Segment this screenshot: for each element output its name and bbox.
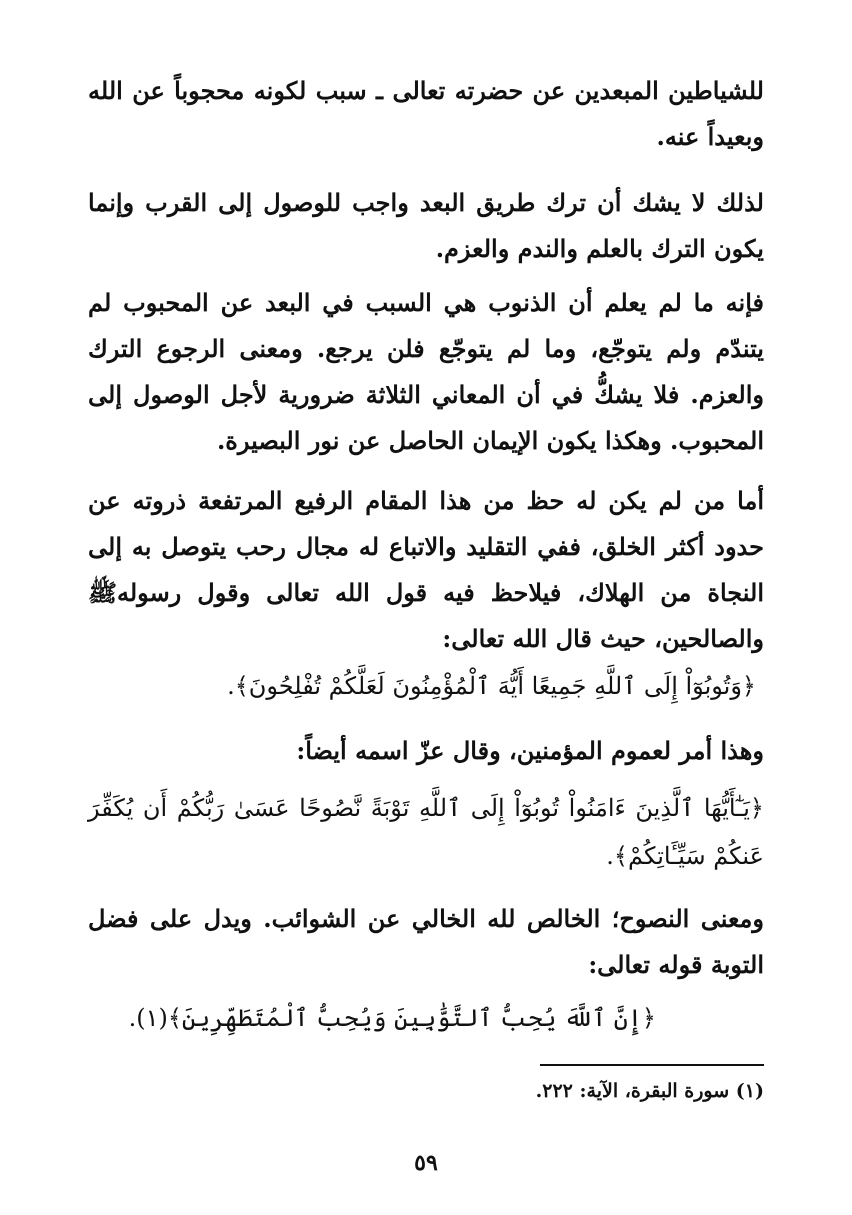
quran-verse-3: ﴿إِنَّ ٱللَّهَ يُحِبُّ ٱلتَّوَّٰبِينَ وَيُحِبُّ ٱلْمُتَطَهِّرِينَ﴾(١).: [128, 1004, 656, 1032]
paragraph-5: [88, 728, 764, 774]
page-number: ٥٩: [414, 1150, 438, 1176]
paragraph-5-text: وهذا أمر لعموم المؤمنين، وقال عزّ اسمه أيضاً:: [296, 736, 764, 765]
paragraph-1: [88, 68, 764, 160]
paragraph-6: [88, 896, 764, 988]
paragraph-4-text: أما من لم يكن له حظ من هذا المقام الرفيع المرتفعة ذروته عن حدود أكثر الخلق، ففي التقليد والاتباع له مجال رحب يتوصل به إلى النجاة من الهلاك، فيلاحظ فيه قول الله تعالى وقول رسولهﷺ والصالحين، حيث قال الله تعالى:: [88, 486, 764, 653]
paragraph-1-text: للشياطين المبعدين عن حضرته تعالى ـ سبب لكونه محجوباً عن الله وبعيداً عنه.: [88, 76, 764, 151]
footnote-divider: [540, 1064, 764, 1066]
paragraph-4: [88, 478, 764, 662]
paragraph-6-text: ومعنى النصوح؛ الخالص لله الخالي عن الشوائب. ويدل على فضل التوبة قوله تعالى:: [88, 904, 764, 979]
quran-verse-2: ﴿يَـٰٓأَيُّهَا ٱلَّذِينَ ءَامَنُواْ تُوبُوٓاْ إِلَى ٱللَّهِ تَوْبَةً نَّصُوحًا عَسَىٰ رَبُّكُمْ أَن يُكَفِّرَ عَنكُمْ سَيِّـَٔاتِكُمْ﴾.: [88, 794, 764, 870]
paragraph-2: [88, 180, 764, 272]
paragraph-3: [88, 280, 764, 464]
paragraph-3-text: فإنه ما لم يعلم أن الذنوب هي السبب في البعد عن المحبوب لم يتندّم ولم يتوجّع، وما لم يتوجّع فلن يرجع. ومعنى الرجوع الترك والعزم. فلا يشكُّ في أن المعاني الثلاثة ضرورية لأجل الوصول إلى المحبوب. وهكذا يكون الإيمان الحاصل عن نور البصيرة.: [88, 288, 764, 455]
paragraph-2-text: لذلك لا يشك أن ترك طريق البعد واجب للوصول إلى القرب وإنما يكون الترك بالعلم والندم والعزم.: [88, 188, 764, 263]
quran-verse-1: ﴿وَتُوبُوٓاْ إِلَى ٱللَّهِ جَمِيعًا أَيُّهَ ٱلْمُؤْمِنُونَ لَعَلَّكُمْ تُفْلِحُونَ﴾.: [227, 672, 756, 700]
footnote: (١) سورة البقرة، الآية: ٢٢٢.: [535, 1080, 764, 1102]
